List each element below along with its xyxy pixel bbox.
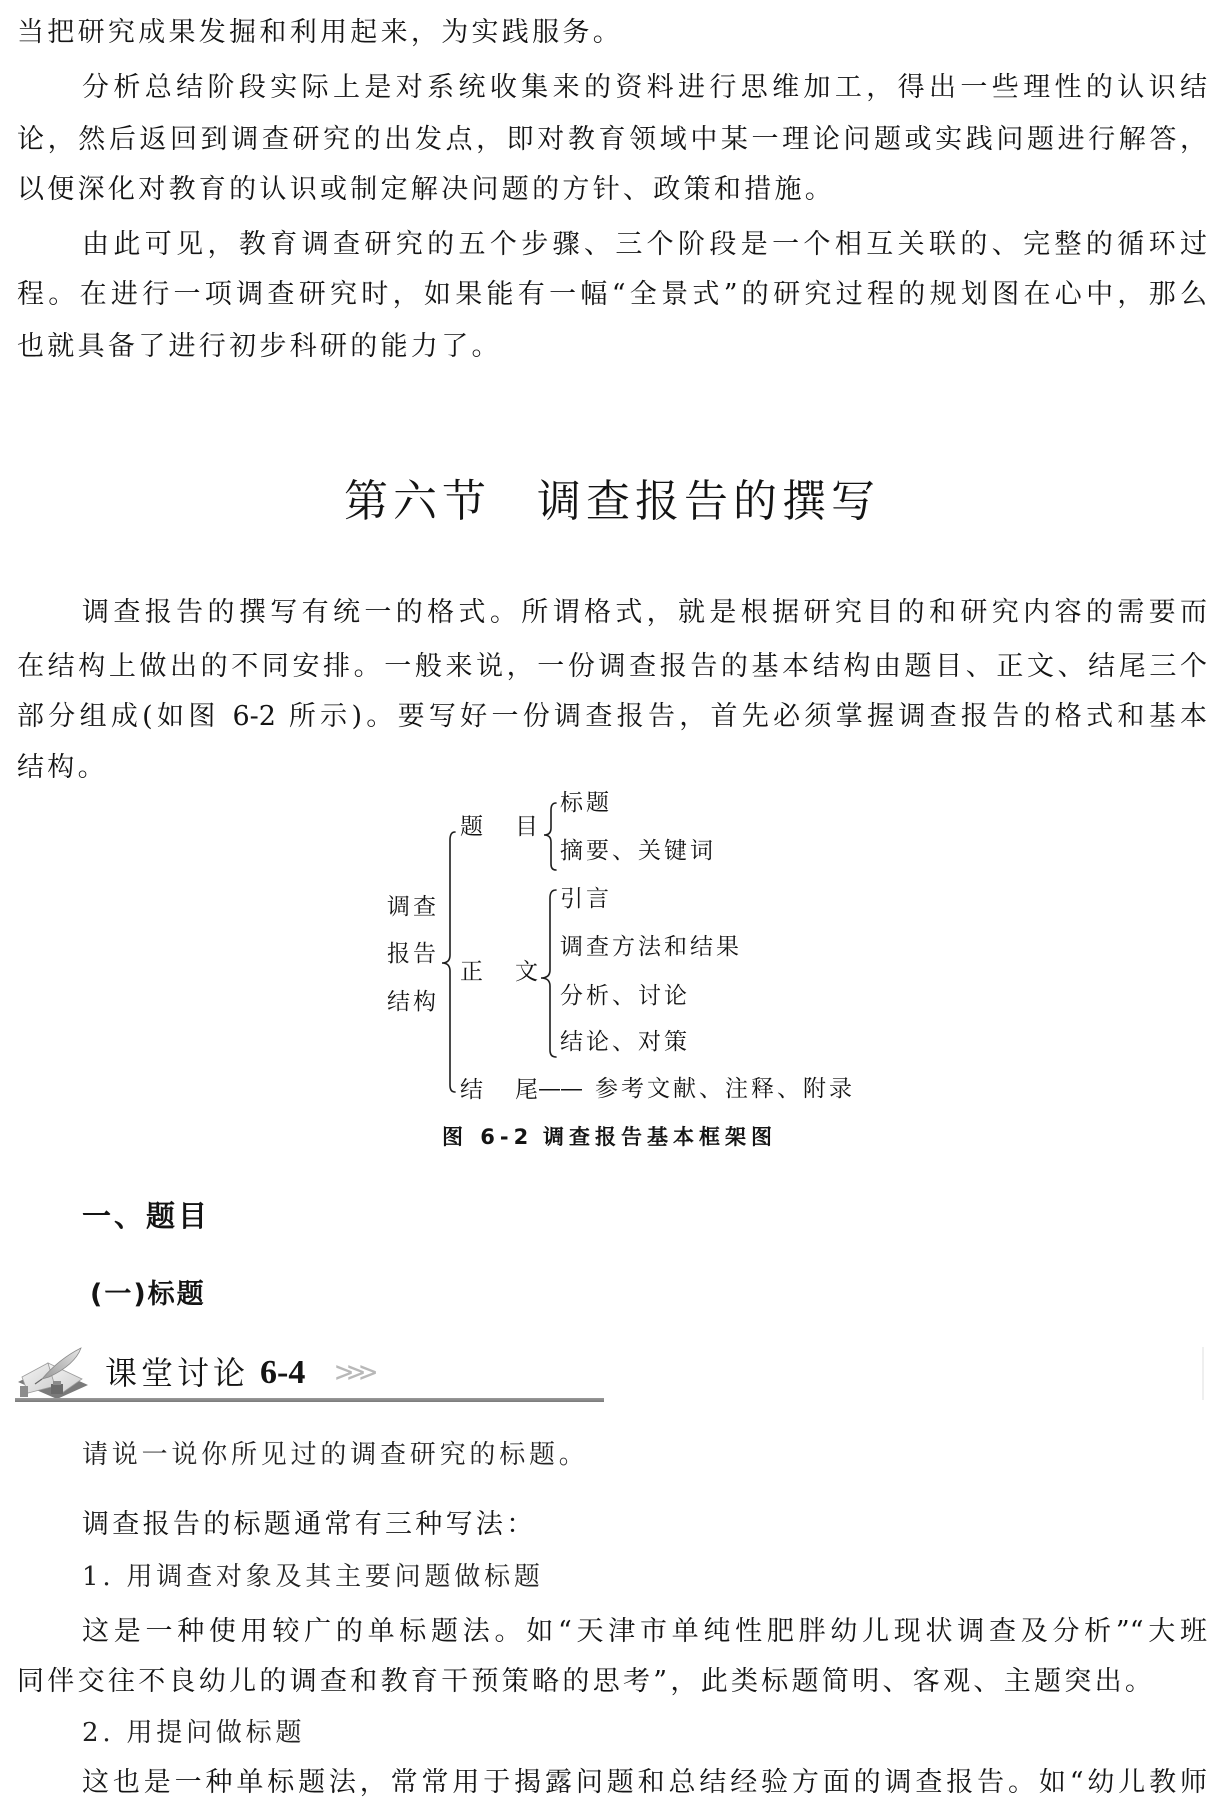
branch-ending-char: 结 [460, 1077, 486, 1103]
leaf-label: 引言 [560, 886, 612, 912]
paragraph-line: 部分组成(如图 6-2 所示)。要写好一份调查报告，首先必须掌握调查报告的格式和基本 [17, 701, 1207, 732]
branch-body-char: 正 [460, 959, 486, 985]
subheading-method-1: 1. 用调查对象及其主要问题做标题 [82, 1562, 544, 1592]
section-number: 第六节 [344, 476, 491, 527]
paragraph-line: 也就具备了进行初步科研的能力了。 [17, 331, 502, 362]
discussion-divider [15, 1398, 604, 1402]
branch-title-char: 题 [460, 814, 486, 840]
branch-title-char: 目 [515, 814, 541, 840]
leaf-label: 结论、对策 [560, 1029, 690, 1055]
root-label: 调查 [387, 894, 439, 920]
heading-level-1: 一、题目 [82, 1199, 211, 1233]
branch-ending-char: 尾 [515, 1077, 541, 1103]
paragraph-line: 调查报告的标题通常有三种写法： [82, 1509, 537, 1540]
leaf-label: 标题 [560, 790, 612, 816]
ending-connector: —— [538, 1076, 582, 1102]
paragraph-line: 这也是一种单标题法，常常用于揭露问题和总结经验方面的调查报告。如“幼儿教师 [82, 1767, 1207, 1798]
paragraph-line: 由此可见，教育调查研究的五个步骤、三个阶段是一个相互关联的、完整的循环过 [82, 229, 1207, 260]
book-quill-icon [15, 1346, 91, 1400]
figure-caption-number: 图 6-2 [442, 1125, 534, 1149]
paragraph-line: 在结构上做出的不同安排。一般来说，一份调查报告的基本结构由题目、正文、结尾三个 [17, 651, 1207, 682]
root-label: 结构 [387, 989, 439, 1015]
paragraph-line: 同伴交往不良幼儿的调查和教育干预策略的思考”，此类标题简明、客观、主题突出。 [17, 1666, 1156, 1697]
discussion-prompt: 请说一说你所见过的调查研究的标题。 [82, 1440, 589, 1470]
branch-body-char: 文 [515, 959, 541, 985]
root-brace [442, 832, 455, 1092]
paragraph-line: 分析总结阶段实际上是对系统收集来的资料进行思维加工，得出一些理性的认识结 [82, 72, 1207, 103]
paragraph-line: 程。在进行一项调查研究时，如果能有一幅“全景式”的研究过程的规划图在心中，那么 [17, 279, 1207, 310]
leaf-label: 分析、讨论 [560, 983, 690, 1009]
paragraph-line: 以便深化对教育的认识或制定解决问题的方针、政策和措施。 [17, 174, 836, 205]
ending-detail: 参考文献、注释、附录 [595, 1076, 855, 1102]
subheading-method-2: 2. 用提问做标题 [82, 1718, 306, 1748]
body-brace [541, 890, 556, 1057]
heading-level-2: (一)标题 [90, 1279, 206, 1310]
paragraph-line: 这是一种使用较广的单标题法。如“天津市单纯性肥胖幼儿现状调查及分析”“大班 [82, 1616, 1207, 1647]
chevrons-icon: >>> [335, 1355, 372, 1390]
discussion-label: 课堂讨论 [105, 1354, 250, 1392]
figure-caption-text: 调查报告基本框架图 [543, 1125, 777, 1149]
brace-lines [430, 790, 570, 1110]
paragraph-line: 结构。 [17, 752, 108, 783]
discussion-box-edge [1202, 1347, 1204, 1400]
section-title-text: 调查报告的撰写 [537, 476, 880, 527]
paragraph-line: 当把研究成果发掘和利用起来，为实践服务。 [17, 17, 623, 48]
title-brace [544, 803, 556, 870]
discussion-number: 6-4 [260, 1354, 306, 1391]
paragraph-line: 调查报告的撰写有统一的格式。所谓格式，就是根据研究目的和研究内容的需要而 [82, 597, 1207, 628]
leaf-label: 调查方法和结果 [560, 934, 742, 960]
leaf-label: 摘要、关键词 [560, 838, 716, 864]
paragraph-line: 论，然后返回到调查研究的出发点，即对教育领域中某一理论问题或实践问题进行解答， [17, 124, 1207, 155]
root-label: 报告 [387, 941, 439, 967]
